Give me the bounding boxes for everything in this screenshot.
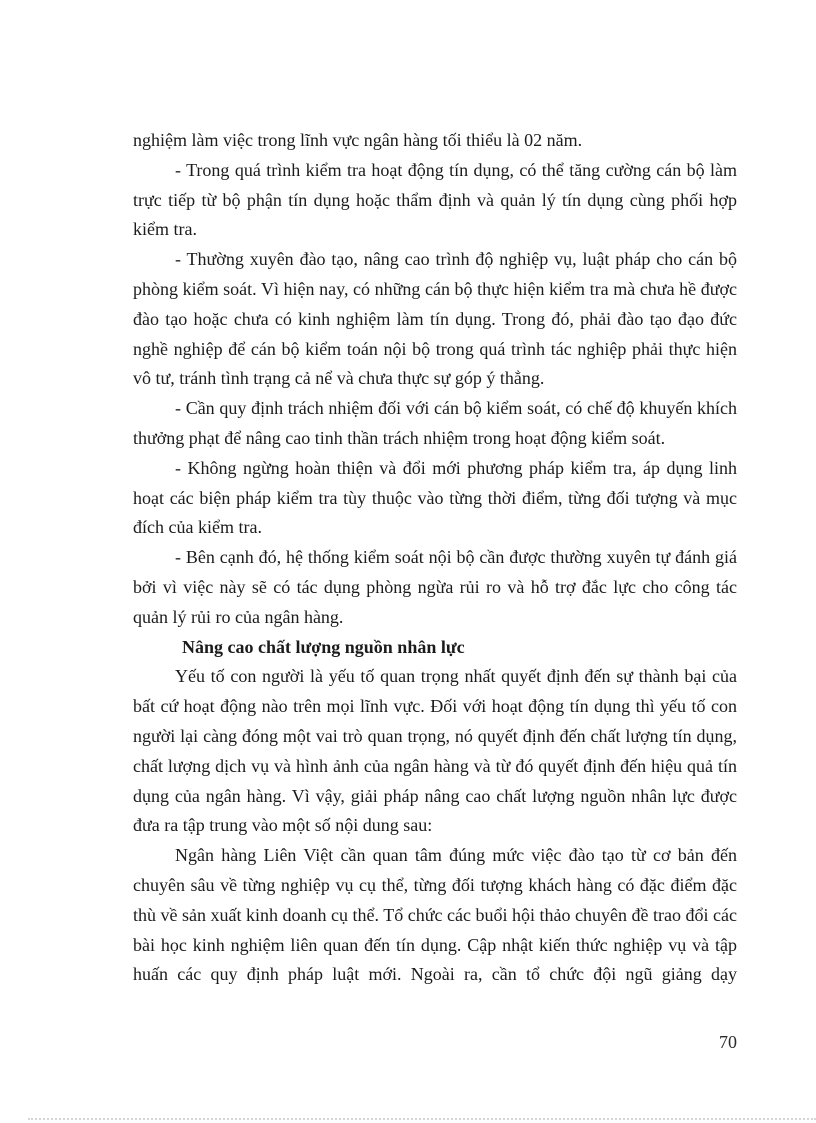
body-paragraph: nghiệm làm việc trong lĩnh vực ngân hàng tối thiểu là 02 năm. — [133, 130, 583, 150]
page-edge-dotted-line — [28, 1118, 816, 1120]
body-paragraph: Ngân hàng Liên Việt cần quan tâm đúng mức việc đào tạo từ cơ bản đến chuyên sâu về từng nghiệp vụ cụ thể, từng đối tượng khách hàng có đặc điểm đặc thù về sản xuất kinh doanh cụ thể. Tổ chức các buổi hội thảo chuyên đề trao đổi các bài học kinh nghiệm liên quan đến tín dụng. Cập nhật kiến thức nghiệp vụ và tập huấn các quy định pháp luật mới. Ngoài ra, cần tổ chức đội ngũ giảng dạy — [133, 845, 737, 985]
section-heading: Nâng cao chất lượng nguồn nhân lực — [182, 636, 465, 657]
page-text-block — [133, 126, 737, 990]
body-paragraph: Yếu tố con người là yếu tố quan trọng nhất quyết định đến sự thành bại của bất cứ hoạt động nào trên mọi lĩnh vực. Đối với hoạt động tín dụng thì yếu tố con người lại càng đóng một vai trò quan trọng, nó quyết định đến chất lượng tín dụng, chất lượng dịch vụ và hình ảnh của ngân hàng và từ đó quyết định đến hiệu quả tín dụng của ngân hàng. Vì vậy, giải pháp nâng cao chất lượng nguồn nhân lực được đưa ra tập trung vào một số nội dung sau: — [133, 666, 737, 836]
page-number: 70 — [719, 1032, 737, 1052]
body-paragraph: - Trong quá trình kiểm tra hoạt động tín dụng, có thể tăng cường cán bộ làm trực tiếp từ bộ phận tín dụng hoặc thẩm định và quản lý tín dụng cùng phối hợp kiểm tra. — [133, 159, 737, 240]
body-paragraph: - Cần quy định trách nhiệm đối với cán bộ kiểm soát, có chế độ khuyến khích thưởng phạt để nâng cao tinh thần trách nhiệm trong hoạt động kiểm soát. — [133, 398, 737, 448]
body-paragraph: - Không ngừng hoàn thiện và đổi mới phương pháp kiểm tra, áp dụng linh hoạt các biện pháp kiểm tra tùy thuộc vào từng thời điểm, từng đối tượng và mục đích của kiểm tra. — [133, 457, 737, 538]
body-paragraph: - Thường xuyên đào tạo, nâng cao trình độ nghiệp vụ, luật pháp cho cán bộ phòng kiểm soát. Vì hiện nay, có những cán bộ thực hiện kiểm tra mà chưa hề được đào tạo hoặc chưa có kinh nghiệm làm tín dụng. Trong đó, phải đào tạo đạo đức nghề nghiệp để cán bộ kiểm toán nội bộ trong quá trình tác nghiệp phải thực hiện vô tư, tránh tình trạng cả nể và chưa thực sự góp ý thẳng. — [133, 249, 737, 389]
body-paragraph: - Bên cạnh đó, hệ thống kiểm soát nội bộ cần được thường xuyên tự đánh giá bởi vì việc này sẽ có tác dụng phòng ngừa rủi ro và hỗ trợ đắc lực cho công tác quản lý rủi ro của ngân hàng. — [133, 547, 737, 627]
